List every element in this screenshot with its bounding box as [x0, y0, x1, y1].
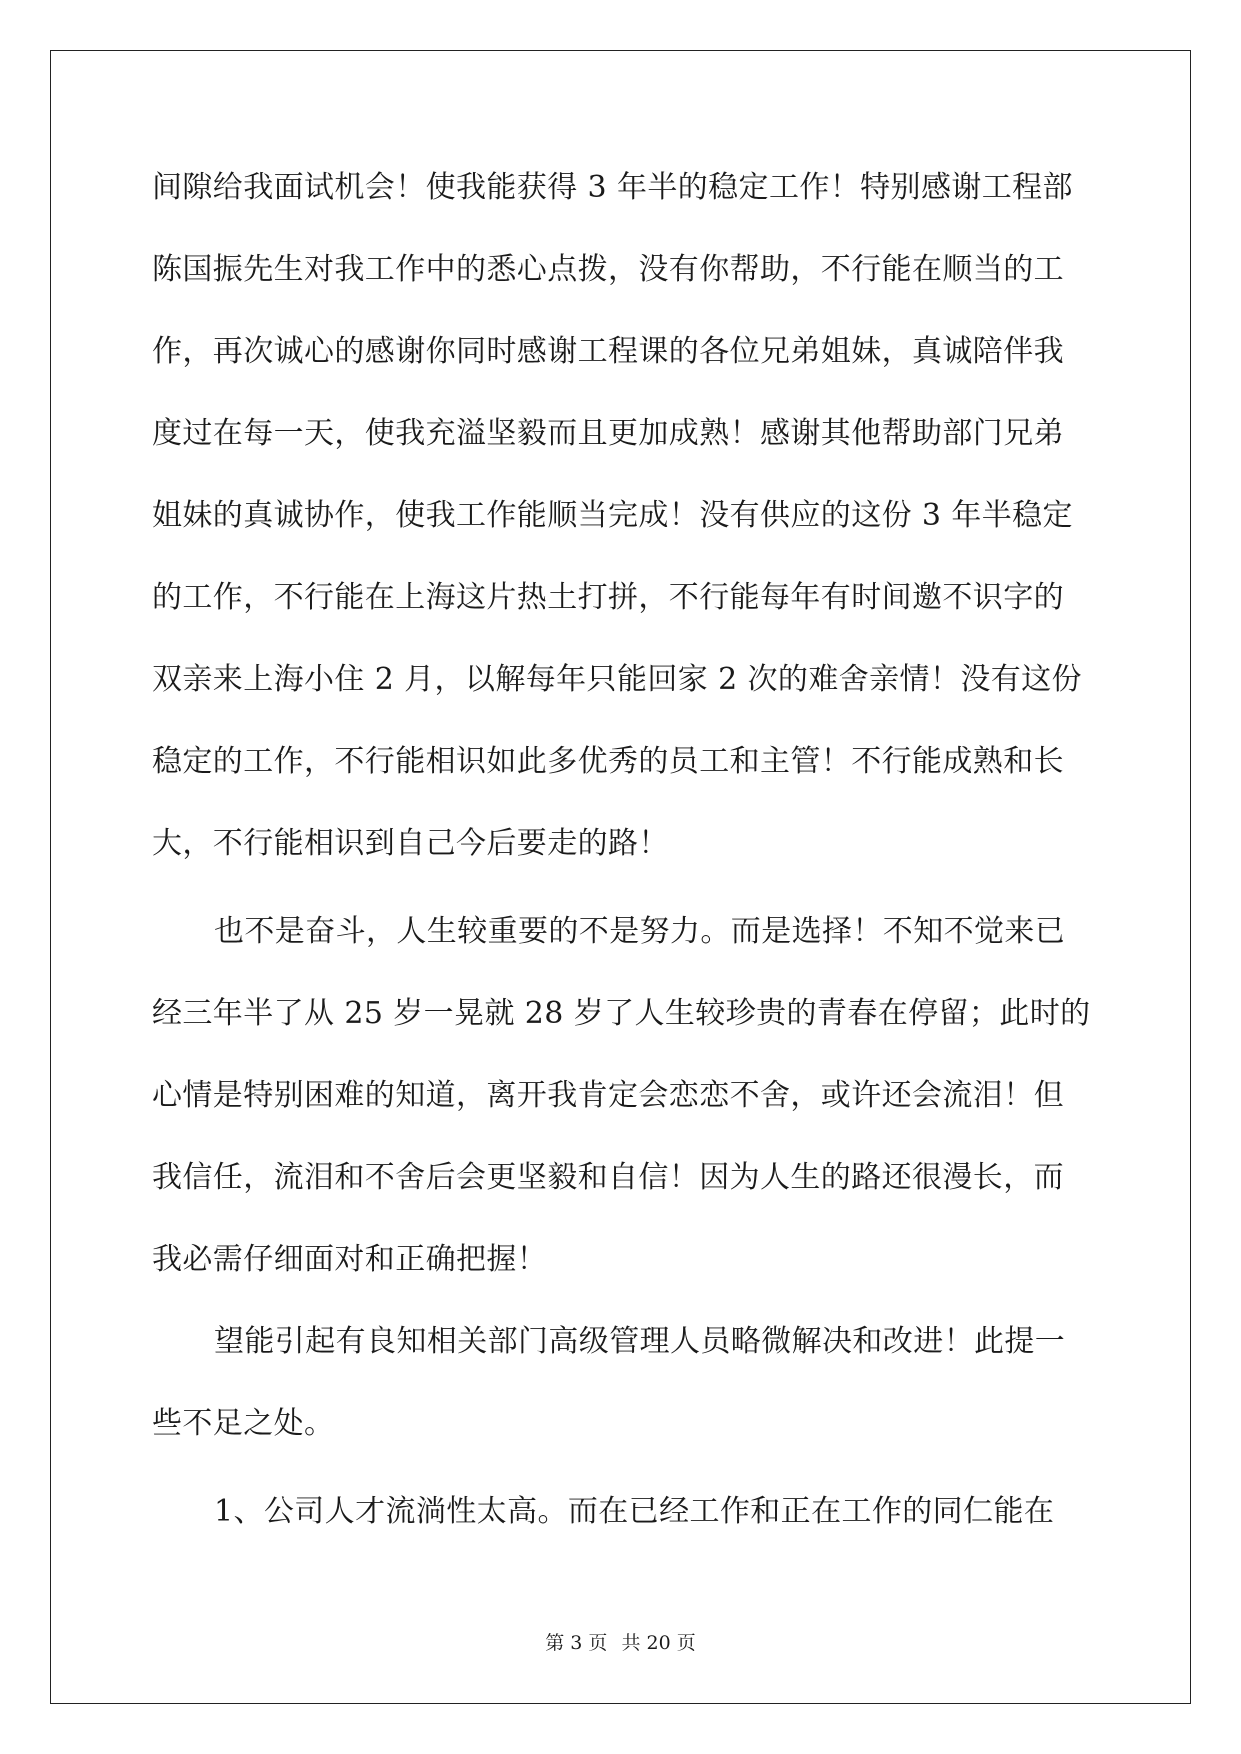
- text-line: 作，再次诚心的感谢你同时感谢工程课的各位兄弟姐妹，真诚陪伴我: [152, 334, 1064, 369]
- text-line: 陈国振先生对我工作中的悉心点拨，没有你帮助，不行能在顺当的工: [152, 252, 1064, 287]
- text-line: 姐妹的真诚协作，使我工作能顺当完成！没有供应的这份 3 年半稳定: [152, 498, 1073, 533]
- page-number: 第 3 页: [545, 1632, 608, 1654]
- text-line: 经三年半了从 25 岁一晃就 28 岁了人生较珍贵的青春在停留；此时的: [152, 996, 1091, 1031]
- text-line: 间隙给我面试机会！使我能获得 3 年半的稳定工作！特别感谢工程部: [152, 170, 1073, 205]
- page-footer: [0, 1631, 1241, 1655]
- text-line: 我信任，流泪和不舍后会更坚毅和自信！因为人生的路还很漫长，而: [152, 1160, 1064, 1195]
- text-line: 心情是特别困难的知道，离开我肯定会恋恋不舍，或许还会流泪！但: [152, 1078, 1064, 1113]
- text-line: 大，不行能相识到自己今后要走的路！: [152, 826, 669, 861]
- text-line: 稳定的工作，不行能相识如此多优秀的员工和主管！不行能成熟和长: [152, 744, 1064, 779]
- page-total: 共 20 页: [621, 1632, 696, 1654]
- text-line: 的工作，不行能在上海这片热土打拼，不行能每年有时间邀不识字的: [152, 580, 1064, 615]
- text-line: 双亲来上海小住 2 月，以解每年只能回家 2 次的难舍亲情！没有这份: [152, 662, 1082, 697]
- text-line: 也不是奋斗，人生较重要的不是努力。而是选择！不知不觉来已: [214, 914, 1066, 949]
- text-line: 望能引起有良知相关部门高级管理人员略微解决和改进！此提一: [214, 1324, 1066, 1359]
- text-line: 度过在每一天，使我充溢坚毅而且更加成熟！感谢其他帮助部门兄弟: [152, 416, 1064, 451]
- page-border: [50, 50, 1191, 1704]
- text-line: 我必需仔细面对和正确把握！: [152, 1242, 548, 1277]
- text-line: 1、公司人才流淌性太高。而在已经工作和正在工作的同仁能在: [214, 1494, 1055, 1529]
- text-line: 些不足之处。: [152, 1406, 335, 1441]
